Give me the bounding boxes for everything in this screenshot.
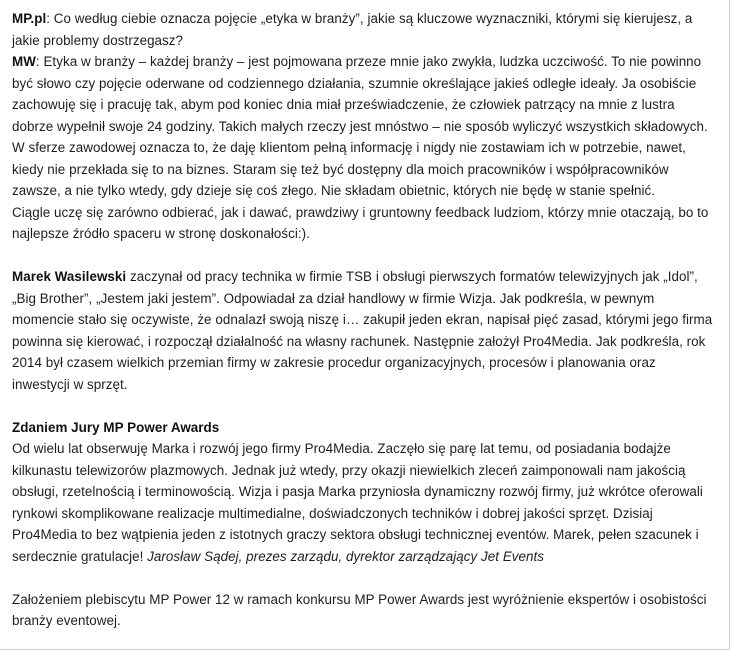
question-speaker-label: MP.pl <box>12 11 47 26</box>
answer-text-continued: Ciągle uczę się zarówno odbierać, jak i dawać, prawdziwy i gruntowny feedback ludziom, którzy mnie otaczają, bo to najlepsze źródło spaceru w stronę doskonałości:). <box>12 204 709 241</box>
jury-signature: Jarosław Sądej, prezes zarządu, dyrektor zarządzający Jet Events <box>147 548 545 564</box>
closing-paragraph <box>12 589 717 632</box>
jury-paragraph <box>12 417 717 568</box>
interview-question <box>12 8 717 245</box>
bio-text: zaczynał od pracy technika w firmie TSB i obsługi pierwszych formatów telewizyjnych jak „Idol”, „Big Brother”, „Jestem jaki jestem”. Odpowiadał za dział handlowy w firmie Wizja. Jak podkreśla, w pewnym momencie stało się oczywiste, że odnalazł swoją niszę i… zakupił jeden ekran, napisał pięć zasad, którymi jego firma powinna się kierować, i rozpoczął działalność na własny rachunek. Następnie założył Pro4Media. Jak podkreśla, rok 2014 był czasem wielkich przemian firmy w zakresie procedur organizacyjnych, procesów i planowania oraz inwestycji w sprzęt. <box>12 269 713 392</box>
paragraph-gap <box>12 245 717 267</box>
jury-text: Od wielu lat obserwuję Marka i rozwój jego firmy Pro4Media. Zaczęło się parę lat temu, od posiadania bodajże kilkunastu telewizorów plazmowych. Jednak już wtedy, przy okazji niewielkich zleceń zaimponowali nam jakością obsługi, rzetelnością i terminowością. Wizja i pasja Marka przyniosła dynamiczny rozwój firmy, już wkrótce oferowali rynkowi skomplikowane realizacje multimedialne, doświadczonych techników i dobrej jakości sprzęt. Dzisiaj Pro4Media to bez wątpienia jeden z istotnych graczy sektora obsługi technicznej eventów. Marek, pełen szacunek i serdecznie gratulacje! <box>12 441 703 564</box>
answer-speaker-label: MW <box>12 54 36 69</box>
bio-paragraph <box>12 266 717 395</box>
jury-heading: Zdaniem Jury MP Power Awards <box>12 419 220 435</box>
paragraph-gap <box>12 567 717 589</box>
paragraph-gap <box>12 395 717 417</box>
bio-name: Marek Wasilewski <box>12 269 127 284</box>
question-text: : Co według ciebie oznacza pojęcie „etyka w branży”, jakie są kluczowe wyznaczniki, którymi się kierujesz, a jakie problemy dostrzegasz? <box>12 11 693 48</box>
answer-text: : Etyka w branży – każdej branży – jest pojmowana przeze mnie jako zwykła, ludzka uczciwość. To nie powinno być słowo czy pojęcie oderwane od codziennego działania, szumnie określające jakieś odległe ideały. Ja osobiście zachowuję się i pracuję tak, abym pod koniec dnia miał przeświadczenie, że człowiek patrzący na mnie z lustra dobrze wypełnił swoje 24 godziny. Takich małych rzeczy jest mnóstwo – nie sposób wyliczyć wszystkich składowych. W sferze zawodowej oznacza to, że daję klientom pełną informację i nigdy nie zostawiam ich w potrzebie, nawet, kiedy nie przekłada się to na biznes. Staram się też być dostępny dla moich pracowników i współpracowników zawsze, a nie tylko wtedy, gdy dzieje się coś złego. Nie składam obietnic, których nie będę w stanie spełnić. <box>12 54 708 198</box>
closing-text: Założeniem plebiscytu MP Power 12 w ramach konkursu MP Power Awards jest wyróżnienie ekspertów i osobistości branży eventowej. <box>12 591 707 628</box>
